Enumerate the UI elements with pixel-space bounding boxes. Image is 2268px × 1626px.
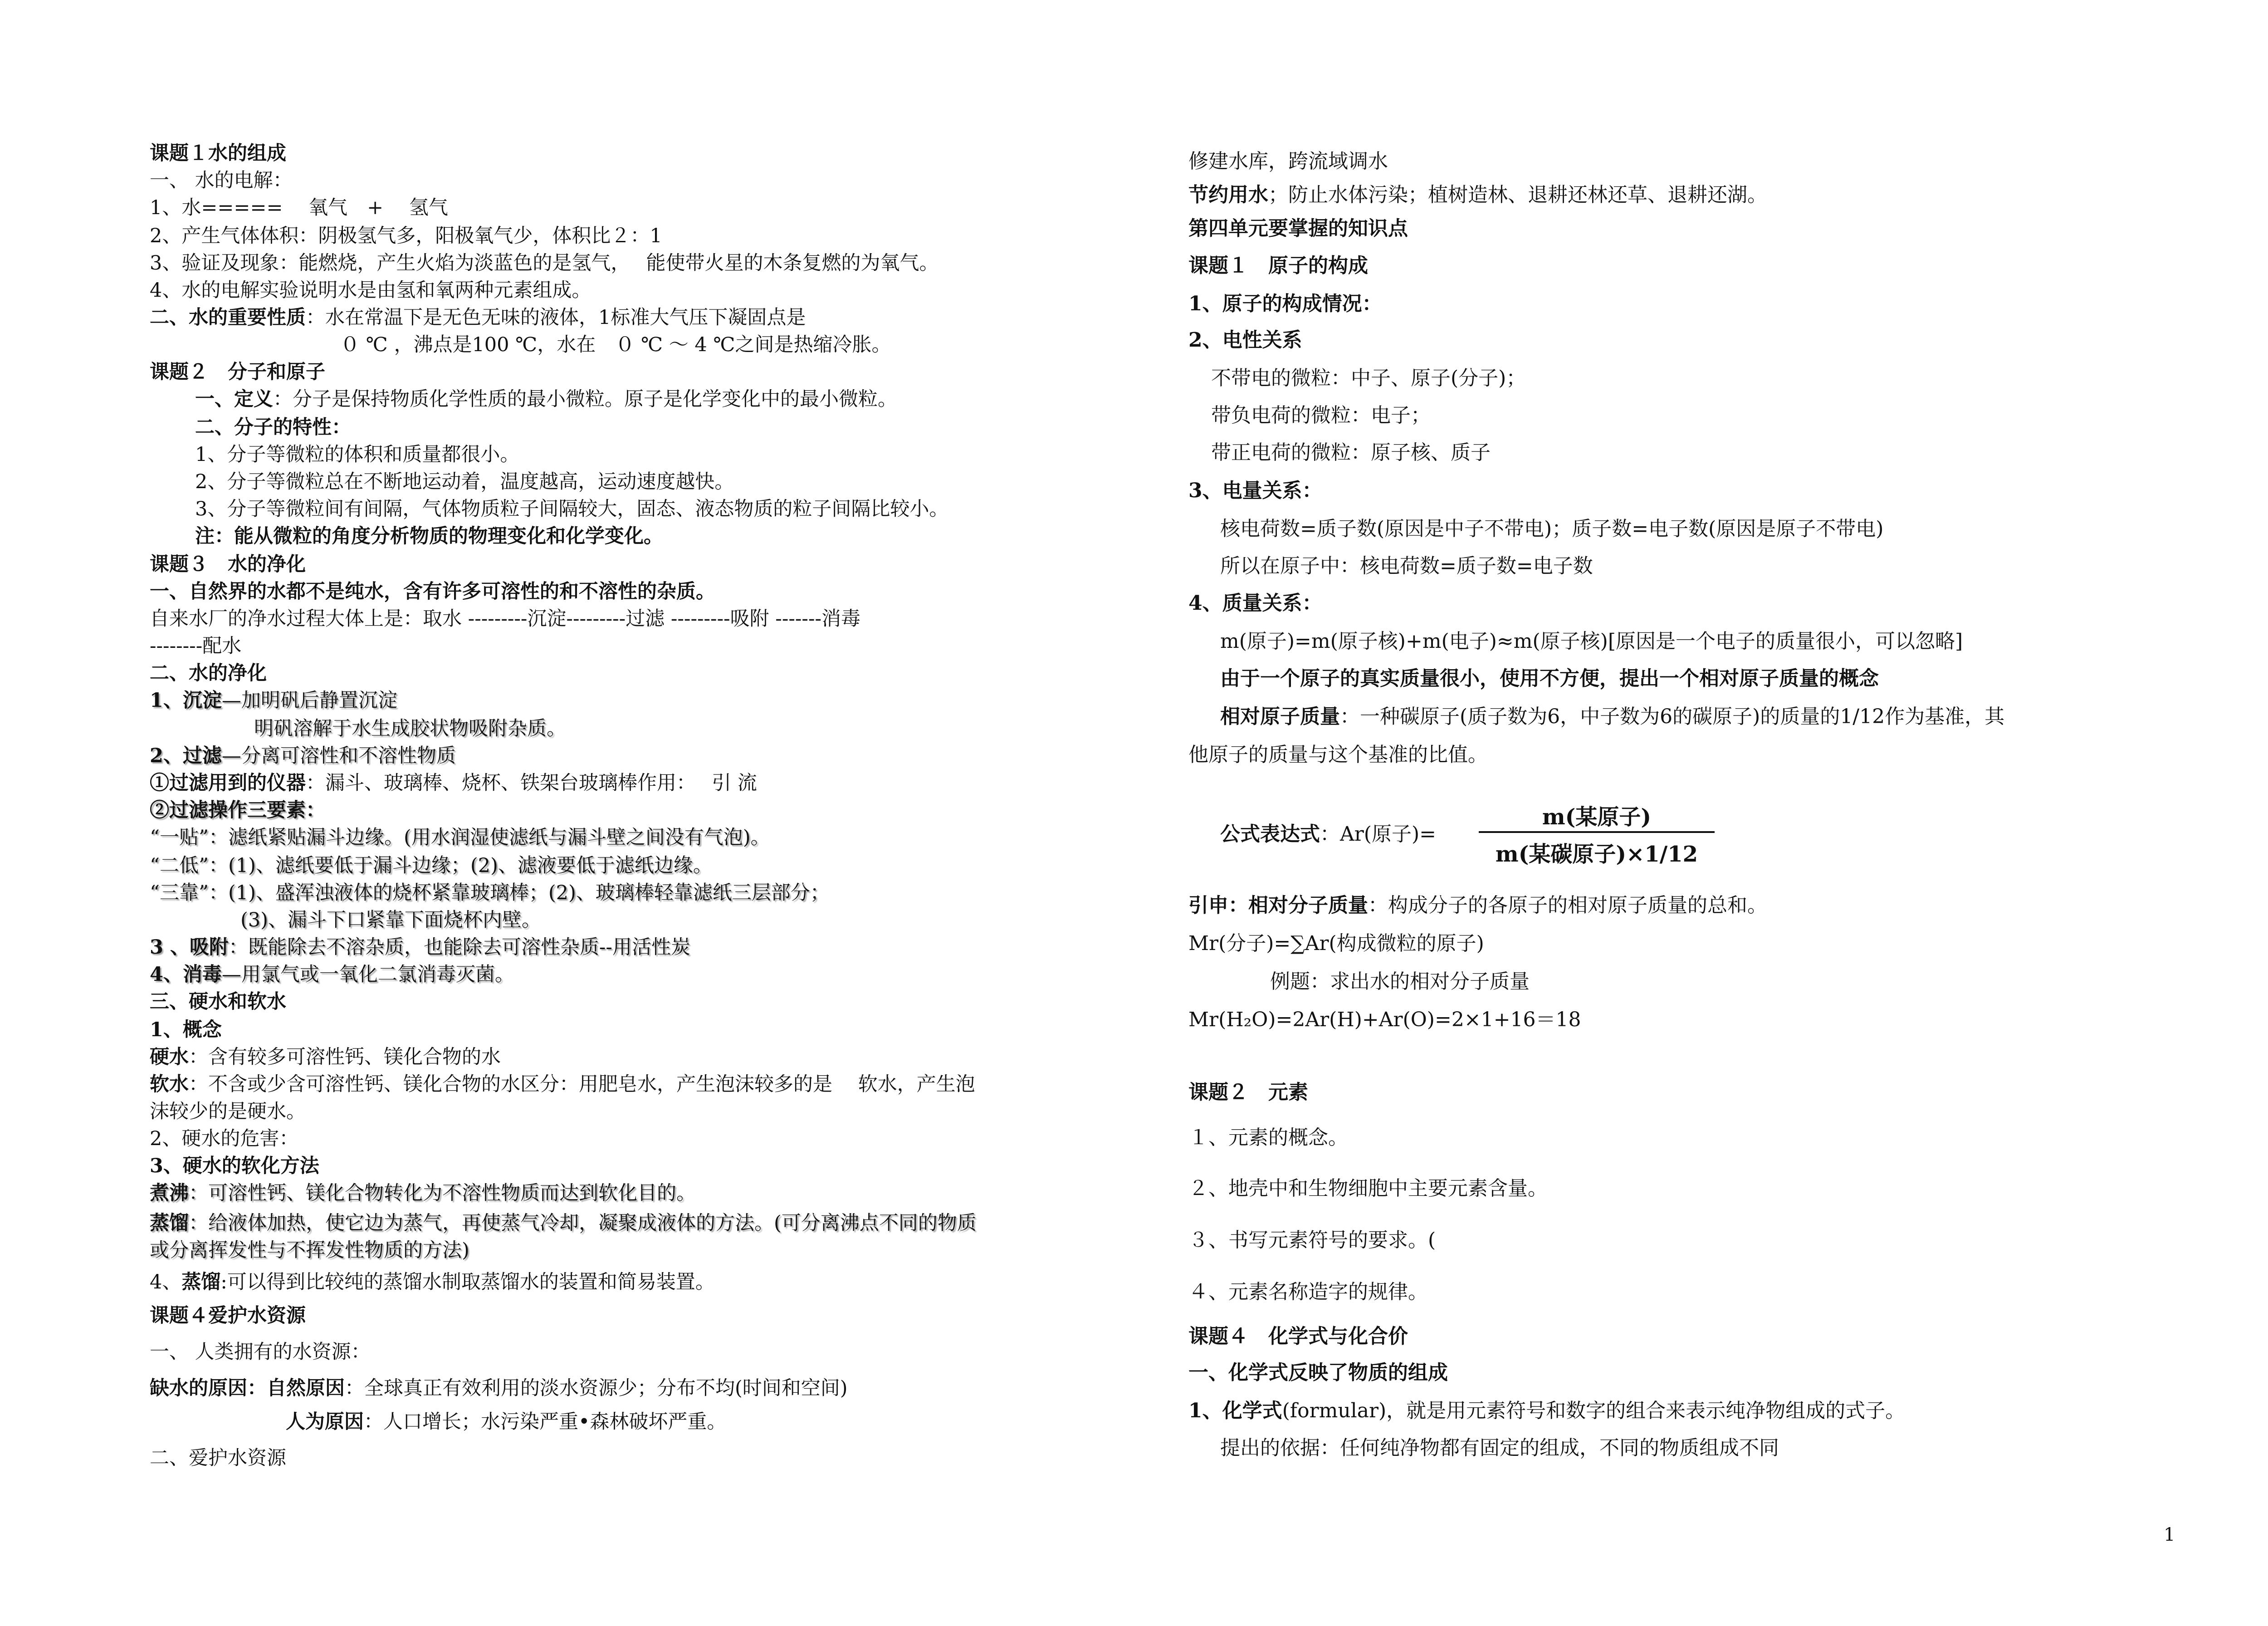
text-line: 一、自然界的水都不是纯水，含有许多可溶性的和不溶性的杂质。 xyxy=(150,580,715,603)
subheading: 2、电性关系 xyxy=(1188,328,1302,352)
text-span: :可以得到比较纯的蒸馏水制取蒸馏水的装置和简易装置。 xyxy=(220,1271,715,1293)
text-line xyxy=(1220,703,2004,730)
bold-term: 公式表达式 xyxy=(1220,823,1320,846)
text-span: (formular)，就是用元素符号和数字的组合来表示纯净物组成的式子。 xyxy=(1282,1399,1906,1422)
text-line xyxy=(1188,892,1767,919)
bold-term: 1、化学式 xyxy=(1188,1399,1282,1422)
text-line: 沫较少的是硬水。 xyxy=(150,1100,306,1123)
text-line xyxy=(150,934,690,961)
fraction-bar xyxy=(1479,831,1715,833)
text-line: 2、分子等微粒总在不断地运动着，温度越高，运动速度越快。 xyxy=(195,470,734,493)
text-line: 3、验证及现象：能燃烧，产生火焰为淡蓝色的是氢气， 能使带火星的木条复燃的为氧气。 xyxy=(150,252,939,274)
text-line: 1、分子等微粒的体积和质量都很小。 xyxy=(195,443,520,466)
text-line: Mr(分子)=∑Ar(构成微粒的原子) xyxy=(1188,932,1484,955)
text-span: —用氯气或一氧化二氯消毒灭菌。 xyxy=(221,963,514,986)
text-line: 修建水库，跨流域调水 xyxy=(1188,150,1388,173)
section-title: 课题１ 原子的构成 xyxy=(1188,254,1368,277)
bold-term: 节约用水 xyxy=(1188,183,1268,206)
text-span: —分离可溶性和不溶性物质 xyxy=(221,744,456,767)
text-line xyxy=(150,1043,501,1071)
text-span: ：分子是保持物质化学性质的最小微粒。原子是化学变化中的最小微粒。 xyxy=(273,388,897,411)
section-title: 课题３ 水的净化 xyxy=(150,553,306,576)
text-line: 4、水的电解实验说明水是由氢和氧两种元素组成。 xyxy=(150,279,591,302)
text-line: 带正电荷的微粒：原子核、质子 xyxy=(1211,441,1491,464)
text-line: --------配水 xyxy=(150,635,242,657)
text-line: 自来水厂的净水过程大体上是：取水 ---------沉淀---------过滤 ---------吸附 -------消毒 xyxy=(150,607,861,630)
text-line: 带负电荷的微粒：电子； xyxy=(1211,404,1431,427)
subheading: ②过滤操作三要素： xyxy=(150,799,325,822)
relative-atomic-mass-formula xyxy=(1220,789,1719,876)
subheading: 1、概念 xyxy=(150,1019,222,1041)
text-line: 1、水===== 氧气 + 氢气 xyxy=(150,196,448,219)
bold-term: 蒸馏 xyxy=(181,1271,221,1293)
text-line: 2、硬水的危害： xyxy=(150,1127,299,1150)
text-line xyxy=(150,1180,696,1207)
text-line: “三靠”：(1)、盛浑浊液体的烧杯紧靠玻璃棒；(2)、玻璃棒轻靠滤纸三层部分； xyxy=(150,882,830,904)
bold-term: 3 、吸附 xyxy=(150,936,229,959)
text-span: ：一种碳原子(质子数为6，中子数为6的碳原子)的质量的1/12作为基准，其 xyxy=(1340,705,2005,728)
text-line xyxy=(150,961,514,988)
text-line xyxy=(150,304,806,331)
subheading: 二、分子的特性： xyxy=(195,416,351,439)
section-title: 课题２ 元素 xyxy=(1188,1081,1308,1104)
fraction-numerator: m(某原子) xyxy=(1542,804,1652,830)
text-span: ：漏斗、玻璃棒、烧杯、铁架台玻璃棒作用： 引 流 xyxy=(306,772,757,794)
subheading: 一、化学式反映了物质的组成 xyxy=(1188,1361,1448,1384)
text-line: １、元素的概念。 xyxy=(1188,1126,1348,1149)
text-line: 提出的依据：任何纯净物都有固定的组成，不同的物质组成不同 xyxy=(1220,1436,1779,1459)
text-span: ：人口增长；水污染严重•森林破坏严重。 xyxy=(364,1411,727,1433)
text-line xyxy=(150,1071,975,1098)
text-line xyxy=(150,1375,848,1402)
bold-term: 人为原因 xyxy=(286,1411,364,1433)
text-line: “一贴”：滤纸紧贴漏斗边缘。(用水润湿使滤纸与漏斗壁之间没有气泡)。 xyxy=(150,826,770,849)
text-line xyxy=(1188,1397,1905,1425)
text-span: ：既能除去不溶杂质，也能除去可溶性杂质--用活性炭 xyxy=(228,936,690,959)
subheading: 1、原子的构成情况： xyxy=(1188,292,1382,315)
text-line: 2、产生气体体积：阴极氢气多，阳极氧气少，体积比２：1 xyxy=(150,225,662,247)
text-line: 由于一个原子的真实质量很小，使用不方便，提出一个相对原子质量的概念 xyxy=(1220,667,1879,690)
text-line: ３、书写元素符号的要求。( xyxy=(1188,1229,1436,1252)
text-span: ：可溶性钙、镁化合物转化为不溶性物质而达到软化目的。 xyxy=(189,1182,696,1205)
text-line xyxy=(150,742,456,769)
subheading: 3、硬水的软化方法 xyxy=(150,1155,319,1177)
text-line: 3、分子等微粒间有间隔，气体物质粒子间隔较大，固态、液态物质的粒子间隔比较小。 xyxy=(195,498,949,520)
bold-term: 二、水的重要性质 xyxy=(150,306,306,329)
section-title: 课题１水的组成 xyxy=(150,142,286,165)
text-line xyxy=(150,1210,977,1237)
text-span: ：Ar(原子)= xyxy=(1320,823,1437,846)
text-line: (3)、漏斗下口紧靠下面烧杯内壁。 xyxy=(240,909,541,931)
bold-term: 引申：相对分子质量 xyxy=(1188,894,1368,917)
bold-term: 蒸馏 xyxy=(150,1212,189,1234)
text-line xyxy=(1188,181,1767,209)
text-line: 二、爱护水资源 xyxy=(150,1447,286,1469)
bold-term: ①过滤用到的仪器 xyxy=(150,772,306,794)
section-title: 课题４ 化学式与化合价 xyxy=(1188,1325,1408,1348)
text-span: ：含有较多可溶性钙、镁化合物的水 xyxy=(189,1046,501,1068)
text-line: 所以在原子中：核电荷数=质子数=电子数 xyxy=(1220,554,1593,578)
section-title: 课题２ 分子和原子 xyxy=(150,361,325,383)
fraction-denominator: m(某碳原子)×1/12 xyxy=(1495,842,1698,867)
text-line: 他原子的质量与这个基准的比值。 xyxy=(1188,743,1488,766)
text-line: 一、 人类拥有的水资源： xyxy=(150,1341,371,1363)
note-label: 注： xyxy=(195,525,234,548)
text-line: ２、地壳中和生物细胞中主要元素含量。 xyxy=(1188,1177,1548,1200)
text-line xyxy=(195,386,897,413)
bold-term: 软水 xyxy=(150,1073,189,1096)
text-span: ：构成分子的各原子的相对原子质量的总和。 xyxy=(1368,894,1767,917)
subheading: 4、质量关系： xyxy=(1188,592,1322,615)
bold-term: 2、过滤 xyxy=(150,744,222,767)
text-span: 4、 xyxy=(150,1271,182,1293)
bold-term: 煮沸 xyxy=(150,1182,189,1205)
text-span: ：全球真正有效利用的淡水资源少；分布不均(时间和空间) xyxy=(345,1377,848,1400)
text-span: 能从微粒的角度分析物质的物理变化和化学变化。 xyxy=(234,525,663,548)
bold-term: 一、定义 xyxy=(195,388,273,411)
text-line: 或分离挥发性与不挥发性物质的方法) xyxy=(150,1239,469,1262)
note-line xyxy=(195,523,663,550)
subheading: 三、硬水和软水 xyxy=(150,990,286,1013)
text-line: m(原子)=m(原子核)+m(电子)≈m(原子核)[原因是一个电子的质量很小，可以忽略] xyxy=(1220,630,1963,653)
text-line: 核电荷数=质子数(原因是中子不带电)；质子数=电子数(原因是原子不带电) xyxy=(1220,517,1884,540)
text-span: ：不含或少含可溶性钙、镁化合物的水区分：用肥皂水，产生泡沫较多的是 软水，产生泡 xyxy=(189,1073,975,1096)
text-line: 不带电的微粒：中子、原子(分子)； xyxy=(1211,367,1526,390)
subheading: 二、水的净化 xyxy=(150,662,267,685)
text-span: ；防止水体污染；植树造林、退耕还林还草、退耕还湖。 xyxy=(1268,183,1767,206)
text-span: —加明矾后静置沉淀 xyxy=(221,689,397,712)
page-number: 1 xyxy=(2164,1524,2175,1545)
text-line: Mr(H₂O)=2Ar(H)+Ar(O)=2×1+16＝18 xyxy=(1188,1008,1581,1031)
subheading: 3、电量关系： xyxy=(1188,479,1322,502)
text-span: ：给液体加热，使它边为蒸气，再使蒸气冷却，凝聚成液体的方法。(可分离沸点不同的物质 xyxy=(189,1212,977,1234)
text-span: ：水在常温下是无色无味的液体，1标准大气压下凝固点是 xyxy=(306,306,806,329)
bold-term: 相对原子质量 xyxy=(1220,705,1340,728)
bold-term: 缺水的原因：自然原因 xyxy=(150,1377,345,1400)
text-line xyxy=(150,687,397,714)
text-line xyxy=(150,769,757,797)
text-line: ４、元素名称造字的规律。 xyxy=(1188,1280,1428,1303)
bold-term: 4、消毒 xyxy=(150,963,222,986)
formula-label xyxy=(1220,818,1436,847)
text-line: 一、 水的电解： xyxy=(150,169,293,192)
text-line: ０ ℃ ，沸点是100 ℃，水在 ０ ℃ ～ 4 ℃之间是热缩冷胀。 xyxy=(340,333,891,356)
text-line: “二低”：(1)、滤纸要低于漏斗边缘；(2)、滤液要低于滤纸边缘。 xyxy=(150,854,713,877)
text-line xyxy=(286,1408,726,1435)
bold-term: 1、沉淀 xyxy=(150,689,222,712)
text-line: 明矾溶解于水生成胶状物吸附杂质。 xyxy=(254,717,566,740)
section-title: 课题４爱护水资源 xyxy=(150,1304,306,1327)
text-line xyxy=(150,1268,715,1296)
text-line: 例题：求出水的相对分子质量 xyxy=(1270,970,1530,993)
unit-title: 第四单元要掌握的知识点 xyxy=(1188,217,1408,240)
bold-term: 硬水 xyxy=(150,1046,189,1068)
